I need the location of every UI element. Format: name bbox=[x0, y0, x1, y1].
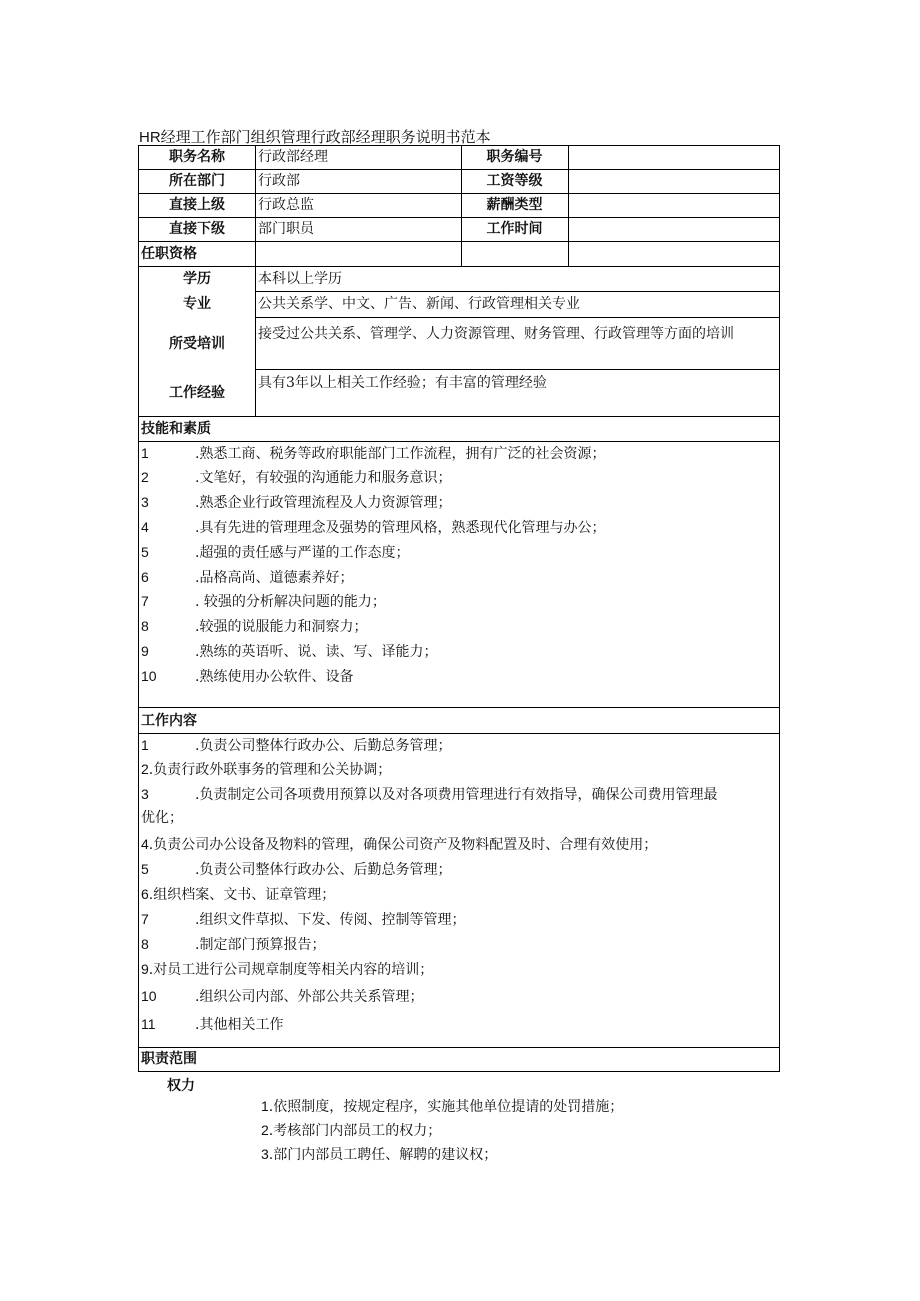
label-direct-subordinate: 直接下级 bbox=[169, 221, 225, 237]
work-item: 8 .制定部门预算报告； bbox=[141, 936, 326, 953]
value-position-name: 行政部经理 bbox=[258, 149, 328, 165]
skill-item: 7 . 较强的分析解决问题的能力； bbox=[141, 593, 386, 610]
label-training: 所受培训 bbox=[169, 336, 225, 352]
work-item: 9.对员工进行公司规章制度等相关内容的培训； bbox=[141, 961, 434, 978]
skill-item: 3 .熟悉企业行政管理流程及人力资源管理； bbox=[141, 494, 452, 511]
power-item: 1.依照制度，按规定程序，实施其他单位提请的处罚措施； bbox=[261, 1098, 624, 1115]
skill-item: 9 .熟练的英语听、说、读、写、译能力； bbox=[141, 643, 438, 660]
skill-item: 1 .熟悉工商、税务等政府职能部门工作流程，拥有广泛的社会资源； bbox=[141, 445, 606, 462]
skill-item: 5 .超强的责任感与严谨的工作态度； bbox=[141, 544, 410, 561]
skill-item: 6 .品格高尚、道德素养好； bbox=[141, 569, 354, 586]
value-training: 接受过公共关系、管理学、人力资源管理、财务管理、行政管理等方面的培训 bbox=[258, 326, 734, 342]
value-direct-superior: 行政总监 bbox=[258, 197, 314, 213]
label-experience: 工作经验 bbox=[169, 385, 225, 401]
work-item: 5 .负责公司整体行政办公、后勤总务管理； bbox=[141, 861, 452, 878]
document-title bbox=[139, 126, 491, 147]
label-position-code: 职务编号 bbox=[486, 149, 543, 165]
label-pay-type: 薪酬类型 bbox=[486, 197, 543, 213]
title-text: 经理工作部门组织管理行政部经理职务说明书范本 bbox=[160, 128, 491, 146]
value-department: 行政部 bbox=[258, 173, 300, 189]
value-experience: 具有3年以上相关工作经验；有丰富的管理经验 bbox=[258, 375, 547, 391]
power-item: 3.部门内部员工聘任、解聘的建议权； bbox=[261, 1146, 498, 1163]
label-major: 专业 bbox=[183, 296, 211, 312]
work-item: 6.组织档案、文书、证章管理； bbox=[141, 886, 336, 903]
work-item: 3 .负责制定公司各项费用预算以及对各项费用管理进行有效指导，确保公司费用管理最 bbox=[141, 786, 718, 803]
value-education: 本科以上学历 bbox=[258, 271, 342, 287]
value-major: 公共关系学、中文、广告、新闻、行政管理相关专业 bbox=[258, 296, 580, 312]
label-direct-superior: 直接上级 bbox=[169, 197, 225, 213]
work-item: 10 .组织公司内部、外部公共关系管理； bbox=[141, 988, 424, 1005]
skill-item: 10 .熟练使用办公软件、设备 bbox=[141, 668, 354, 685]
qualifications-heading: 任职资格 bbox=[141, 246, 197, 262]
scope-heading: 职责范围 bbox=[141, 1051, 197, 1067]
job-description-table bbox=[138, 145, 780, 1072]
title-prefix: HR bbox=[139, 129, 161, 146]
skills-heading: 技能和素质 bbox=[141, 421, 211, 437]
label-department: 所在部门 bbox=[169, 173, 225, 189]
work-item-continuation: 优化； bbox=[141, 810, 183, 826]
power-item: 2.考核部门内部员工的权力； bbox=[261, 1122, 442, 1139]
label-salary-grade: 工资等级 bbox=[486, 173, 543, 189]
label-education: 学历 bbox=[183, 271, 211, 287]
label-position-name: 职务名称 bbox=[169, 149, 225, 165]
label-work-hours: 工作时间 bbox=[486, 221, 543, 237]
skill-item: 4 .具有先进的管理理念及强势的管理风格，熟悉现代化管理与办公； bbox=[141, 519, 606, 536]
value-direct-subordinate: 部门职员 bbox=[258, 221, 314, 237]
work-item: 4.负责公司办公设备及物料的管理，确保公司资产及物料配置及时、合理有效使用； bbox=[141, 836, 658, 853]
skill-item: 8 .较强的说服能力和洞察力； bbox=[141, 618, 368, 635]
work-item: 2.负责行政外联事务的管理和公关协调； bbox=[141, 761, 392, 778]
power-heading: 权力 bbox=[167, 1078, 195, 1094]
skill-item: 2 .文笔好，有较强的沟通能力和服务意识； bbox=[141, 469, 452, 486]
work-heading: 工作内容 bbox=[141, 713, 197, 729]
work-item: 11 .其他相关工作 bbox=[141, 1016, 284, 1033]
work-item: 1 .负责公司整体行政办公、后勤总务管理； bbox=[141, 737, 452, 754]
work-item: 7 .组织文件草拟、下发、传阅、控制等管理； bbox=[141, 911, 466, 928]
